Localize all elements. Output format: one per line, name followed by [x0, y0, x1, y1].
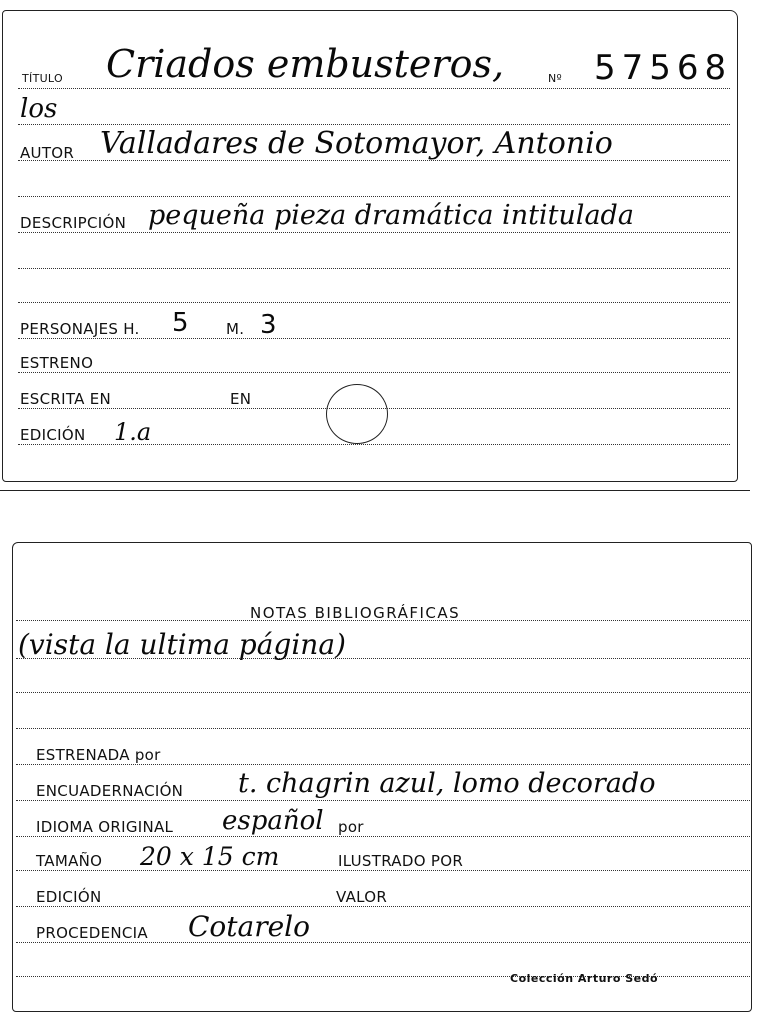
card2-rule-encuadernacion [16, 800, 750, 801]
card1-rule-estreno [18, 372, 730, 373]
card1-rule-titulo [18, 88, 730, 89]
card2-rule-blank1 [16, 692, 750, 693]
autor-value: Valladares de Sotomayor, Antonio [100, 126, 613, 161]
personajes-m-label: M. [226, 320, 245, 338]
valor-label: VALOR [336, 888, 388, 906]
card2-rule-estrenada [16, 764, 750, 765]
card2-rule-blank2 [16, 728, 750, 729]
encuadernacion-value: t. chagrin azul, lomo decorado [238, 768, 656, 799]
descripcion-label: DESCRIPCIÓN [20, 214, 127, 232]
idioma-label: IDIOMA ORIGINAL [36, 818, 174, 836]
estreno-label: ESTRENO [20, 354, 94, 372]
autor-label: AUTOR [20, 144, 75, 162]
card2-rule-tamano [16, 870, 750, 871]
notas-heading: NOTAS BIBLIOGRÁFICAS [250, 604, 461, 622]
idioma-por-label: por [338, 818, 364, 836]
card1-rule-descripcion [18, 232, 730, 233]
personajes-h-value: 5 [172, 308, 195, 338]
personajes-m-value: 3 [260, 310, 283, 340]
titulo-cont-value: los [20, 94, 58, 124]
punch-hole-circle [326, 384, 388, 444]
procedencia-value: Cotarelo [188, 910, 310, 943]
edicion-label-1: EDICIÓN [20, 426, 86, 444]
card1-rule-titulo-cont [18, 124, 730, 125]
card2-rule-notas [16, 620, 750, 621]
titulo-label: TÍTULO [22, 72, 63, 85]
personajes-h-label: PERSONAJES H. [20, 320, 140, 338]
card1-bottom-edge [0, 490, 750, 491]
tamano-label: TAMAÑO [36, 852, 103, 870]
numero-value: 57568 [594, 48, 733, 88]
card2-rule-edicion [16, 906, 750, 907]
estrenada-label: ESTRENADA por [36, 746, 161, 764]
titulo-value: Criados embusteros, [106, 42, 505, 86]
card1-rule-blank2 [18, 268, 730, 269]
card2-rule-idioma [16, 836, 750, 837]
procedencia-label: PROCEDENCIA [36, 924, 148, 942]
escrita-en-label: ESCRITA EN [20, 390, 112, 408]
numero-label: Nº [548, 72, 563, 85]
card1-rule-blank3 [18, 302, 730, 303]
en-label: EN [230, 390, 252, 408]
edicion-label-2: EDICIÓN [36, 888, 102, 906]
ilustrado-label: ILUSTRADO POR [338, 852, 464, 870]
notas-value: (vista la ultima página) [18, 628, 346, 661]
collection-footer: Colección Arturo Sedó [510, 972, 659, 985]
tamano-value: 20 x 15 cm [140, 842, 280, 871]
edicion-value-1: 1.a [114, 418, 152, 446]
descripcion-value: pequeña pieza dramática intitulada [148, 200, 634, 231]
encuadernacion-label: ENCUADERNACIÓN [36, 782, 184, 800]
card1-rule-personajes [18, 338, 730, 339]
card2-rule-procedencia [16, 942, 750, 943]
idioma-value: español [222, 806, 324, 836]
card1-rule-blank1 [18, 196, 730, 197]
